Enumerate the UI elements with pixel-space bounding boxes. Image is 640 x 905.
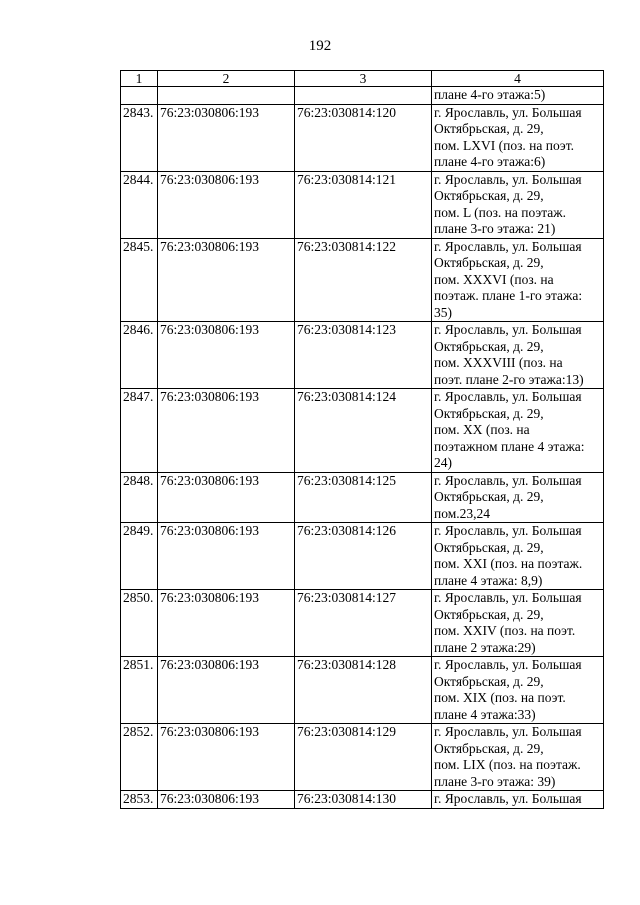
header-col-3: 3 [295, 71, 432, 87]
address-cell [432, 472, 604, 523]
address-line: г. Ярославль, ул. Большая [434, 171, 582, 187]
cadastral-quarter-cell: 76:23:030806:193 [158, 322, 295, 389]
cadastral-quarter-cell: 76:23:030806:193 [158, 590, 295, 657]
row-number-cell: 2845. [121, 238, 158, 322]
address-line: Октябрьская, д. 29, [434, 489, 544, 504]
address-line: Октябрьская, д. 29, [434, 338, 544, 354]
address-line: плане 3-го этажа: 21) [434, 221, 556, 236]
address-line: г. Ярославль, ул. Большая [434, 322, 582, 337]
address-line: Октябрьская, д. 29, [434, 121, 544, 136]
address-line: поэт. плане 2-го этажа:13) [434, 371, 584, 387]
address-line: г. Ярославль, ул. Большая [434, 472, 582, 488]
table-row [121, 472, 604, 523]
address-line: г. Ярославль, ул. Большая [434, 523, 582, 538]
cadastral-number-cell: 76:23:030814:123 [295, 322, 432, 389]
header-col-2: 2 [158, 71, 295, 87]
address-cell [432, 657, 604, 724]
address-line: Октябрьская, д. 29, [434, 255, 544, 270]
cadastral-number-cell [295, 87, 432, 105]
row-number-cell: 2849. [121, 523, 158, 590]
address-cell [432, 322, 604, 389]
row-number-cell: 2853. [121, 791, 158, 809]
cadastral-quarter-cell: 76:23:030806:193 [158, 791, 295, 809]
cadastral-quarter-cell: 76:23:030806:193 [158, 389, 295, 473]
row-number-cell: 2843. [121, 104, 158, 171]
address-cell [432, 590, 604, 657]
cadastral-quarter-cell: 76:23:030806:193 [158, 724, 295, 791]
header-row [121, 71, 604, 87]
cadastral-quarter-cell: 76:23:030806:193 [158, 472, 295, 523]
address-line: пом. XIX (поз. на поэт. [434, 690, 566, 705]
address-line: плане 4 этажа: 8,9) [434, 572, 543, 588]
row-number-cell: 2844. [121, 171, 158, 238]
address-line: поэтажном плане 4 этажа: [434, 438, 585, 454]
table-row [121, 523, 604, 590]
table-row [121, 87, 604, 105]
address-cell [432, 389, 604, 473]
table-header [121, 71, 604, 87]
header-col-4: 4 [432, 71, 604, 87]
address-cell [432, 171, 604, 238]
row-number-cell: 2848. [121, 472, 158, 523]
address-line: пом. XX (поз. на [434, 422, 530, 437]
table-row [121, 389, 604, 473]
address-line: Октябрьская, д. 29, [434, 740, 544, 756]
address-cell [432, 791, 604, 809]
cadastral-quarter-cell [158, 87, 295, 105]
address-line: 35) [434, 304, 452, 320]
row-number-cell [121, 87, 158, 105]
cadastral-number-cell: 76:23:030814:122 [295, 238, 432, 322]
address-line: плане 3-го этажа: 39) [434, 773, 556, 789]
address-line: г. Ярославль, ул. Большая [434, 238, 582, 254]
page-number: 192 [308, 38, 332, 54]
address-cell [432, 724, 604, 791]
cadastral-number-cell: 76:23:030814:128 [295, 657, 432, 724]
address-line: Октябрьская, д. 29, [434, 405, 544, 421]
address-line: плане 2 этажа:29) [434, 639, 536, 655]
cadastral-number-cell: 76:23:030814:124 [295, 389, 432, 473]
address-cell [432, 238, 604, 322]
address-line: Октябрьская, д. 29, [434, 606, 544, 622]
address-line: г. Ярославль, ул. Большая [434, 657, 582, 672]
cadastral-number-cell: 76:23:030814:125 [295, 472, 432, 523]
row-number-cell: 2852. [121, 724, 158, 791]
cadastral-number-cell: 76:23:030814:121 [295, 171, 432, 238]
address-line: Октябрьская, д. 29, [434, 188, 544, 203]
table-row [121, 791, 604, 809]
table-row [121, 590, 604, 657]
address-line: пом. XXIV (поз. на поэт. [434, 623, 576, 638]
address-line: г. Ярославль, ул. Большая [434, 791, 582, 806]
address-line: г. Ярославль, ул. Большая [434, 590, 582, 605]
address-line: пом. LXVI (поз. на поэт. [434, 137, 574, 153]
address-line: плане 4-го этажа:5) [434, 87, 546, 102]
cadastral-number-cell: 76:23:030814:130 [295, 791, 432, 809]
address-line: пом.23,24 [434, 505, 491, 521]
header-col-1: 1 [121, 71, 158, 87]
row-number-cell: 2846. [121, 322, 158, 389]
cadastral-quarter-cell: 76:23:030806:193 [158, 657, 295, 724]
address-cell [432, 87, 604, 105]
table-row [121, 657, 604, 724]
address-line: Октябрьская, д. 29, [434, 673, 544, 689]
address-cell [432, 523, 604, 590]
cadastral-quarter-cell: 76:23:030806:193 [158, 171, 295, 238]
address-line: г. Ярославль, ул. Большая [434, 104, 582, 120]
cadastral-number-cell: 76:23:030814:129 [295, 724, 432, 791]
address-line: пом. XXI (поз. на поэтаж. [434, 556, 583, 571]
cadastral-quarter-cell: 76:23:030806:193 [158, 238, 295, 322]
cadastral-number-cell: 76:23:030814:126 [295, 523, 432, 590]
row-number-cell: 2847. [121, 389, 158, 473]
address-line: плане 4-го этажа:6) [434, 154, 546, 169]
address-line: пом. LIX (поз. на поэтаж. [434, 757, 581, 772]
table-row [121, 322, 604, 389]
address-line: г. Ярославль, ул. Большая [434, 724, 582, 739]
row-number-cell: 2850. [121, 590, 158, 657]
address-line: поэтаж. плане 1-го этажа: [434, 288, 583, 303]
address-cell [432, 104, 604, 171]
address-line: пом. XXXVI (поз. на [434, 271, 554, 287]
address-line: плане 4 этажа:33) [434, 706, 536, 722]
table-row [121, 171, 604, 238]
cadastral-quarter-cell: 76:23:030806:193 [158, 104, 295, 171]
address-line: пом. XXXVIII (поз. на [434, 355, 563, 370]
address-line: Октябрьская, д. 29, [434, 539, 544, 555]
table-row [121, 238, 604, 322]
cadastral-number-cell: 76:23:030814:120 [295, 104, 432, 171]
address-line: г. Ярославль, ул. Большая [434, 389, 582, 404]
address-line: 24) [434, 455, 452, 470]
address-line: пом. L (поз. на поэтаж. [434, 204, 566, 220]
table-row [121, 104, 604, 171]
registry-table [120, 70, 604, 809]
cadastral-quarter-cell: 76:23:030806:193 [158, 523, 295, 590]
table-body [121, 87, 604, 809]
cadastral-number-cell: 76:23:030814:127 [295, 590, 432, 657]
row-number-cell: 2851. [121, 657, 158, 724]
table-row [121, 724, 604, 791]
